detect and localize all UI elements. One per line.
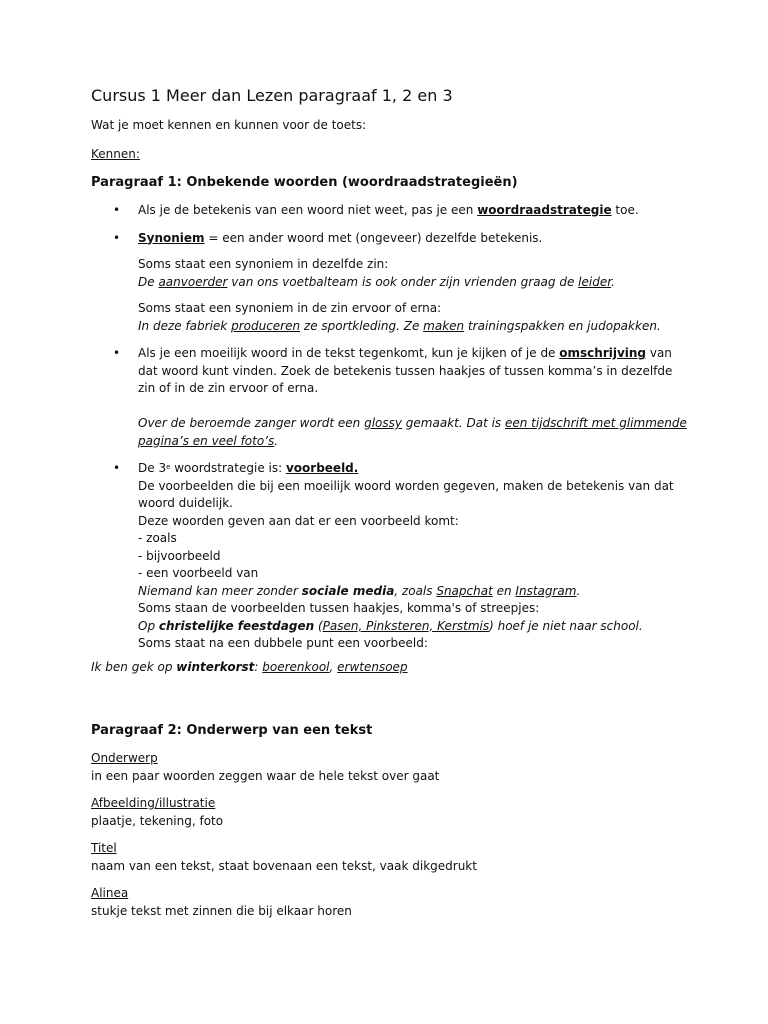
bullet-1-text xyxy=(138,202,691,220)
underlined-word: erwtensoep xyxy=(337,659,408,674)
text: van dat woord kunt vinden. Zoek de betekenis tussen haakjes of tussen komma’s in dezelfde zin of in de zin ervoor of erna. xyxy=(138,346,673,395)
definition-item xyxy=(91,885,691,920)
text: trainingspakken en judopakken. xyxy=(464,318,661,333)
underlined-word: produceren xyxy=(231,318,301,333)
document-page xyxy=(91,85,691,920)
example-sentence xyxy=(138,318,691,336)
bullet-icon: • xyxy=(113,230,121,245)
text: , zoals xyxy=(394,583,437,598)
text: . xyxy=(274,433,279,448)
intro-text: Wat je moet kennen en kunnen voor de toets: xyxy=(91,118,367,132)
text: . xyxy=(576,583,581,598)
term-woordraadstrategie: woordraadstrategie xyxy=(477,203,612,217)
bullet-2-text xyxy=(138,230,691,248)
text: Niemand kan meer zonder xyxy=(138,583,302,598)
definition-text: naam van een tekst, staat bovenaan een tekst, vaak dikgedrukt xyxy=(91,858,477,873)
underlined-word: glossy xyxy=(364,416,402,430)
text: Als je een moeilijk woord in de tekst tegenkomt, kun je kijken of je de xyxy=(138,346,560,360)
strategy-list xyxy=(91,202,691,653)
term-synoniem: Synoniem xyxy=(138,230,205,245)
text: Deze woorden geven aan dat er een voorbeeld komt: xyxy=(138,513,459,528)
bold-word: christelijke feestdagen xyxy=(158,618,315,633)
list-item xyxy=(91,345,691,450)
text: toe. xyxy=(611,203,639,217)
bold-word: sociale media xyxy=(301,583,395,598)
underlined-word: een tijdschrift met glimmende pagina’s en veel foto’s xyxy=(138,416,687,448)
definition-item xyxy=(91,795,691,830)
example-sentence xyxy=(138,618,691,636)
text: Soms staan de voorbeelden tussen haakjes, komma's of streepjes: xyxy=(138,601,540,615)
term-voorbeeld: voorbeeld. xyxy=(285,461,359,475)
text: en xyxy=(492,583,516,598)
text: Over de beroemde zanger wordt een xyxy=(138,416,365,430)
text: De xyxy=(138,274,159,289)
definition-text: stukje tekst met zinnen die bij elkaar horen xyxy=(91,903,352,918)
definition-item xyxy=(91,750,691,785)
bullet-icon: • xyxy=(113,203,121,217)
synoniem-example-2 xyxy=(138,300,691,335)
definition-term: Alinea xyxy=(91,886,129,900)
text: Soms staat een synoniem in dezelfde zin: xyxy=(138,257,389,271)
bold-word: winterkorst xyxy=(176,659,255,674)
term-omschrijving: omschrijving xyxy=(559,346,647,360)
text: Soms staat een synoniem in de zin ervoor of erna: xyxy=(138,301,442,315)
text: De 3 xyxy=(138,461,167,475)
list-item xyxy=(91,460,691,653)
paragraph-1-heading: Paragraaf 1: Onbekende woorden (woordraadstrategieën) xyxy=(91,175,518,190)
definition-term: Onderwerp xyxy=(91,751,158,765)
superscript: e xyxy=(166,463,171,471)
synoniem-example-1 xyxy=(138,256,691,291)
text: = een ander woord met (ongeveer) dezelfde betekenis. xyxy=(204,230,543,245)
text: - een voorbeeld van xyxy=(138,566,259,580)
bullet-icon: • xyxy=(113,346,121,360)
definition-term: Titel xyxy=(91,841,117,855)
text: Soms staat na een dubbele punt een voorbeeld: xyxy=(138,636,428,650)
bullet-3-text xyxy=(138,345,691,398)
text: Op xyxy=(138,618,159,633)
text: . xyxy=(611,274,615,289)
text: , xyxy=(329,659,338,674)
bullet-4-text xyxy=(138,460,691,478)
underlined-word: Snapchat xyxy=(436,583,493,598)
text: ( xyxy=(314,618,323,633)
document-title: Cursus 1 Meer dan Lezen paragraaf 1, 2 en 3 xyxy=(91,86,453,105)
example-sentence xyxy=(138,415,691,450)
text: Als je de betekenis van een woord niet weet, pas je een xyxy=(138,203,478,217)
text: - zoals xyxy=(138,531,177,545)
list-item xyxy=(91,202,691,220)
paragraph-2-heading: Paragraaf 2: Onderwerp van een tekst xyxy=(91,723,373,738)
underlined-word: Pasen, Pinksteren, Kerstmis xyxy=(322,618,490,633)
text: Ik ben gek op xyxy=(91,659,177,674)
underlined-word: maken xyxy=(423,318,465,333)
example-sentence xyxy=(138,583,691,601)
definition-item xyxy=(91,840,691,875)
list-item xyxy=(91,230,691,336)
underlined-word: Instagram xyxy=(515,583,577,598)
text: ze sportkleding. Ze xyxy=(300,318,424,333)
bullet-icon: • xyxy=(113,461,121,475)
text: ) hoef je niet naar school. xyxy=(489,618,643,633)
example-sentence xyxy=(91,659,691,677)
underlined-word: boerenkool xyxy=(262,659,330,674)
underlined-word: aanvoerder xyxy=(158,274,228,289)
text: De voorbeelden die bij een moeilijk woord worden gegeven, maken de betekenis van dat woord duidelijk. xyxy=(138,478,674,510)
definition-term: Afbeelding/illustratie xyxy=(91,796,216,810)
text: woordstrategie is: xyxy=(170,461,286,475)
text: van ons voetbalteam is ook onder zijn vrienden graag de xyxy=(227,274,579,289)
text: In deze fabriek xyxy=(138,318,232,333)
text: : xyxy=(254,659,263,674)
definition-text: plaatje, tekening, foto xyxy=(91,813,224,828)
example-sentence xyxy=(138,274,691,292)
underlined-word: leider xyxy=(578,274,612,289)
kennen-label: Kennen: xyxy=(91,146,140,161)
text: - bijvoorbeeld xyxy=(138,548,221,563)
text: gemaakt. Dat is xyxy=(401,416,505,430)
definition-text: in een paar woorden zeggen waar de hele tekst over gaat xyxy=(91,768,440,783)
